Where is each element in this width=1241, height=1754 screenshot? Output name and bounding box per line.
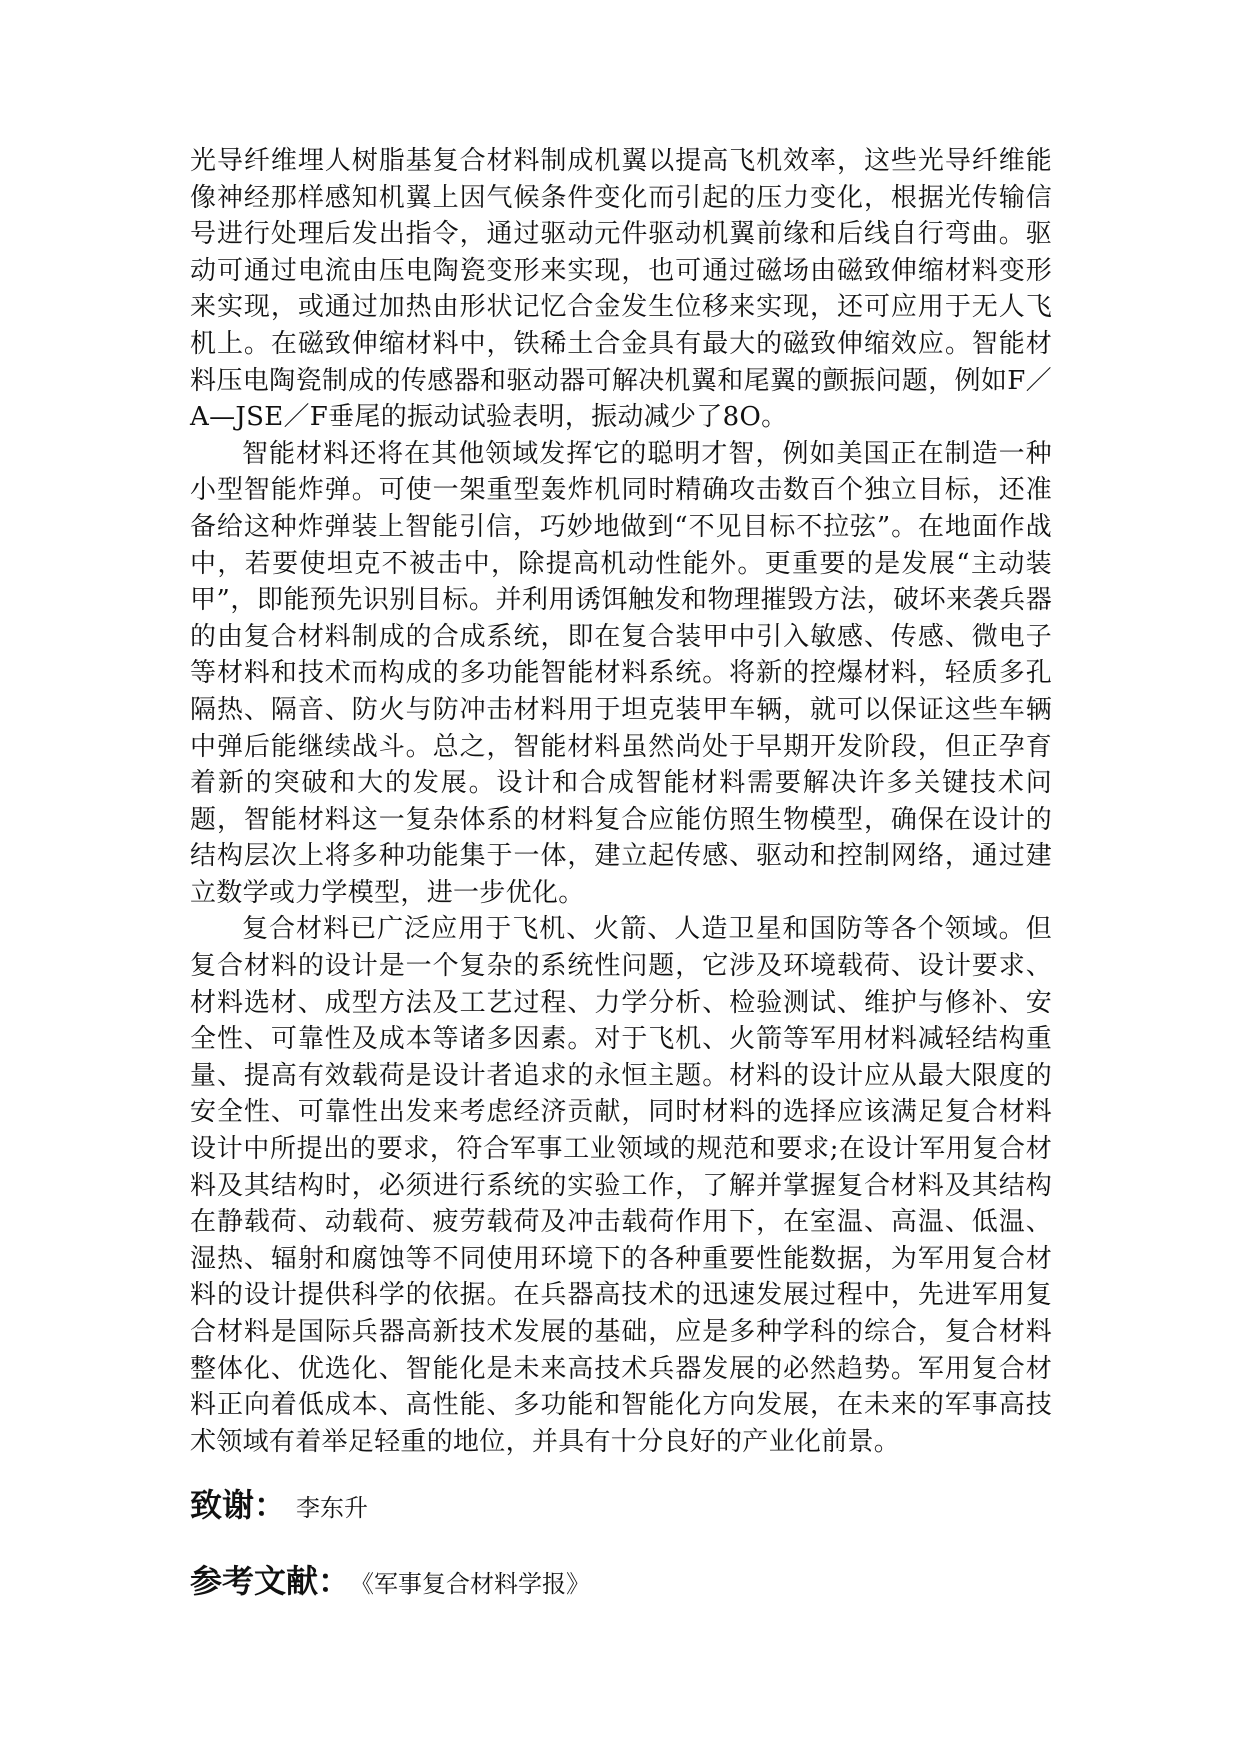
- body-paragraph-3: 复合材料已广泛应用于飞机、火箭、人造卫星和国防等各个领域。但复合材料的设计是一个复杂的系统性问题，它涉及环境载荷、设计要求、材料选材、成型方法及工艺过程、力学分析、检验测试、维护与修补、安全性、可靠性及成本等诸多因素。对于飞机、火箭等军用材料减轻结构重量、提高有效载荷是设计者追求的永恒主题。材料的设计应从最大限度的安全性、可靠性出发来考虑经济贡献，同时材料的选择应该满足复合材料设计中所提出的要求，符合军事工业领域的规范和要求;在设计军用复合材料及其结构时，必须进行系统的实验工作，了解并掌握复合材料及其结构在静载荷、动载荷、疲劳载荷及冲击载荷作用下，在室温、高温、低温、湿热、辐射和腐蚀等不同使用环境下的各种重要性能数据，为军用复合材料的设计提供科学的依据。在兵器高技术的迅速发展过程中，先进军用复合材料是国际兵器高新技术发展的基础，应是多种学科的综合，复合材料整体化、优选化、智能化是未来高技术兵器发展的必然趋势。军用复合材料正向着低成本、高性能、多功能和智能化方向发展，在未来的军事高技术领域有着举足轻重的地位，并具有十分良好的产业化前景。: [190, 914, 1052, 1457]
- document-page: [190, 143, 1052, 1600]
- body-paragraph-2: 智能材料还将在其他领域发挥它的聪明才智，例如美国正在制造一种小型智能炸弹。可使一架重型轰炸机同时精确攻击数百个独立目标，还准备给这种炸弹装上智能引信，巧妙地做到“不见目标不拉弦”。在地面作战中，若要使坦克不被击中，除提高机动性能外。更重要的是发展“主动装甲”，即能预先识别目标。并利用诱饵触发和物理摧毁方法，破坏来袭兵器的由复合材料制成的合成系统，即在复合装甲中引入敏感、传感、微电子等材料和技术而构成的多功能智能材料系统。将新的控爆材料，轻质多孔隔热、隔音、防火与防冲击材料用于坦克装甲车辆，就可以保证这些车辆中弹后能继续战斗。总之，智能材料虽然尚处于早期开发阶段，但正孕育着新的突破和大的发展。设计和合成智能材料需要解决许多关键技术问题，智能材料这一复杂体系的材料复合应能仿照生物模型，确保在设计的结构层次上将多种功能集于一体，建立起传感、驱动和控制网络，通过建立数学或力学模型，进一步优化。: [190, 438, 1052, 908]
- references-label: 参考文献：: [190, 1562, 351, 1601]
- acknowledgment-section: [190, 1480, 1052, 1524]
- references-value: 《军事复合材料学报》: [350, 1570, 591, 1599]
- body-paragraph-1: 光导纤维埋人树脂基复合材料制成机翼以提高飞机效率，这些光导纤维能像神经那样感知机翼上因气候条件变化而引起的压力变化，根据光传输信号进行处理后发出指令，通过驱动元件驱动机翼前缘和后线自行弯曲。驱动可通过电流由压电陶瓷变形来实现，也可通过磁场由磁致伸缩材料变形来实现，或通过加热由形状记忆合金发生位移来实现，还可应用于无人飞机上。在磁致伸缩材料中，铁稀土合金具有最大的磁致伸缩效应。智能材料压电陶瓷制成的传感器和驱动器可解决机翼和尾翼的颤振问题，例如F／A—JSE／F垂尾的振动试验表明，振动减少了8O。: [190, 146, 1052, 433]
- acknowledgment-value: 李东升: [296, 1494, 369, 1523]
- acknowledgment-label: 致谢：: [190, 1486, 287, 1525]
- references-section: [190, 1556, 1052, 1600]
